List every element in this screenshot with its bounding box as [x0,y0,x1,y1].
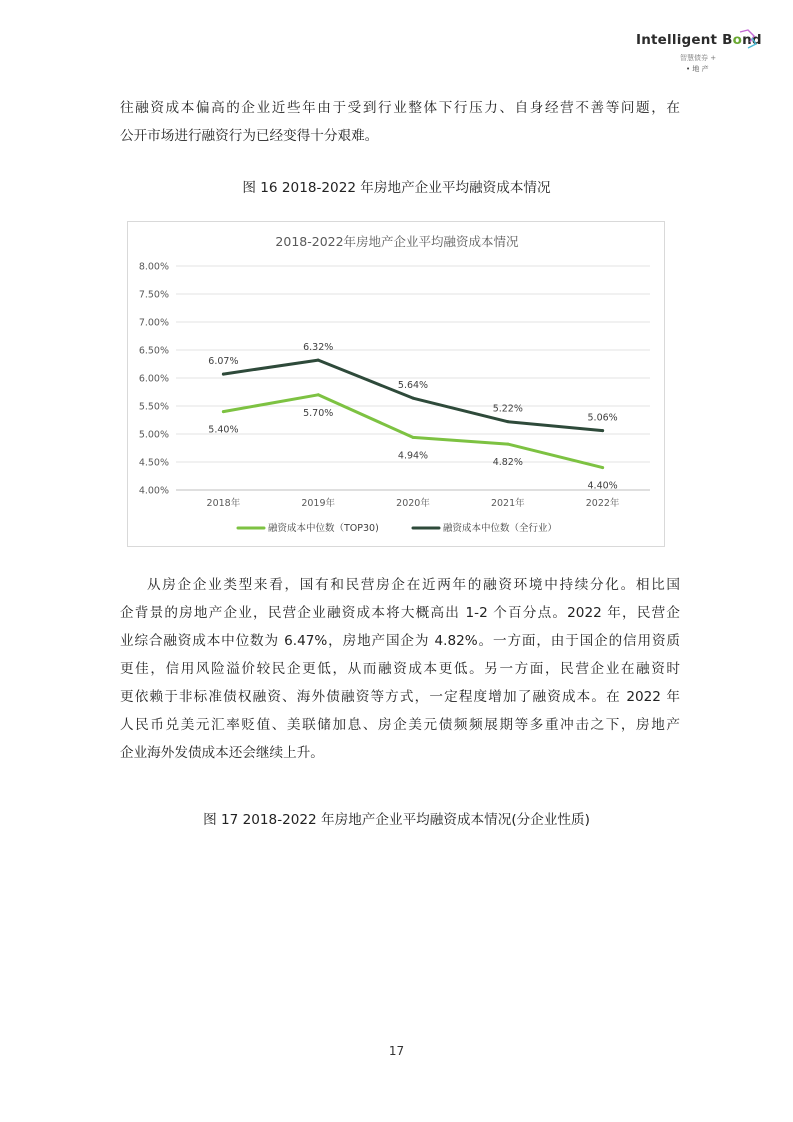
paragraph-line: 企背景的房地产企业，民营企业融资成本将大概高出 1-2 个百分点。2022 年，民营企 [120,605,680,621]
paragraph-line: 企业海外发债成本还会继续上升。 [120,745,324,761]
data-label: 4.40% [587,480,618,492]
y-tick-label: 7.00% [138,317,169,329]
y-tick-label: 8.00% [138,261,169,273]
data-point [506,420,509,423]
series-line-industry [223,360,602,431]
logo-ring-o: o [732,32,743,48]
y-tick-label: 7.50% [138,289,169,301]
legend-label: 融资成本中位数（TOP30) [268,523,379,534]
logo-subtitle-2: • 地 产 [686,65,709,73]
logo-subtitle: 智慧债券 + [680,54,717,62]
data-label: 6.32% [303,342,334,354]
y-axis-ticks [139,262,169,497]
paragraph-line: 业综合融资成本中位数为 6.47%，房地产国企为 4.82%。一方面，由于国企的信用资质 [120,633,680,649]
data-label: 5.64% [397,380,429,392]
data-point [222,373,225,376]
logo-text-b: nd [742,32,762,48]
brand-logo [636,28,766,76]
data-point [412,397,415,400]
x-tick-label: 2020年 [396,498,430,509]
y-tick-label: 4.50% [138,457,169,469]
data-point [412,436,415,439]
y-tick-label: 4.00% [138,485,169,497]
y-tick-label: 6.00% [138,373,169,385]
paragraph-intro [120,94,680,150]
figure-16-caption: 图 16 2018-2022 年房地产企业平均融资成本情况 [242,180,551,196]
x-tick-label: 2022年 [585,498,620,509]
paragraph-line: 公开市场进行融资行为已经变得十分艰难。 [120,128,379,144]
line-chart [127,221,665,547]
data-label: 5.06% [587,412,618,424]
y-tick-label: 5.50% [138,401,169,413]
paragraph-line: 从房企企业类型来看，国有和民营房企在近两年的融资环境中持续分化。相比国 [147,577,680,593]
chart-legend [238,522,557,534]
data-label: 5.22% [492,403,523,415]
paragraph-line: 人民币兑美元汇率贬值、美联储加息、房企美元债频频展期等多重冲击之下，房地产 [120,717,680,733]
data-point [317,359,320,362]
x-tick-label: 2019年 [301,498,336,509]
page-number: 17 [388,1044,405,1058]
paragraph-line: 往融资成本偏高的企业近些年由于受到行业整体下行压力、自身经营不善等问题，在 [120,100,680,116]
data-label: 5.40% [208,424,239,436]
paragraph-line: 更依赖于非标准债权融资、海外债融资等方式，一定程度增加了融资成本。在 2022 年 [120,689,680,705]
data-label: 4.94% [397,450,429,462]
x-axis-ticks [207,497,620,509]
data-point [601,466,604,469]
data-point [222,410,225,413]
data-point [601,429,604,432]
data-label: 4.82% [492,457,523,469]
paragraph-line: 更佳，信用风险溢价较民企更低，从而融资成本更低。另一方面，民营企业在融资时 [120,661,680,677]
logo-text-a: Intelligent B [636,32,733,48]
logo-ring-icon [736,28,758,52]
chart-title: 2018-2022年房地产企业平均融资成本情况 [275,234,519,249]
legend-label: 融资成本中位数（全行业） [443,523,558,534]
paragraph-analysis [120,571,680,767]
y-tick-label: 5.00% [138,429,169,441]
x-tick-label: 2018年 [206,498,241,509]
figure-17-caption: 图 17 2018-2022 年房地产企业平均融资成本情况(分企业性质) [203,812,590,828]
data-labels [208,342,617,492]
data-label: 6.07% [208,356,239,368]
data-point [506,443,509,446]
data-label: 5.70% [303,407,334,419]
y-tick-label: 6.50% [138,345,169,357]
chart-svg [128,222,666,548]
x-tick-label: 2021年 [490,498,525,509]
data-point [317,393,320,396]
